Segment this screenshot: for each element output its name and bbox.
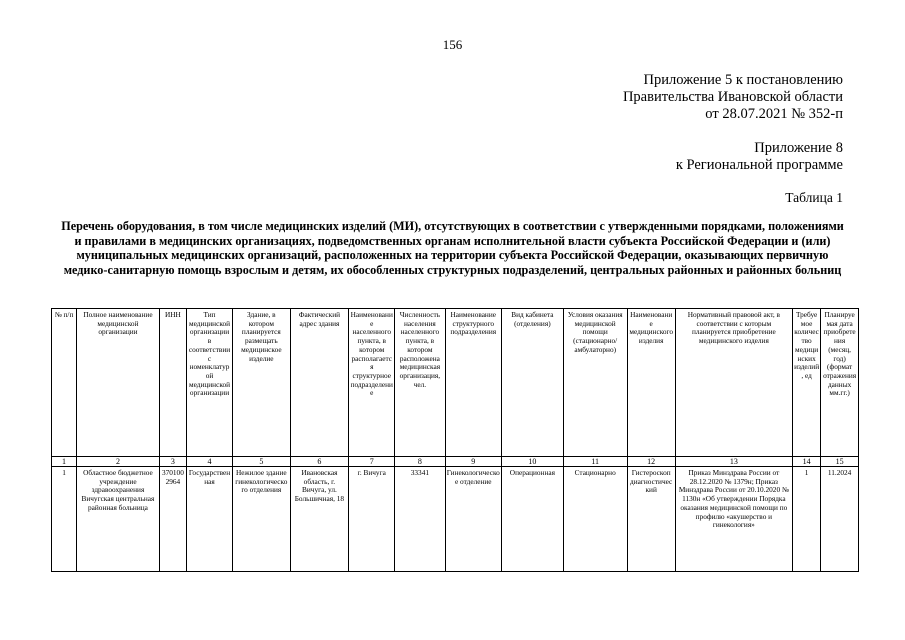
column-number: 7 (349, 457, 395, 467)
quantity-cell: 1 (792, 467, 820, 572)
document-title: Перечень оборудования, в том числе медицинских изделий (МИ), отсутствующих в соответствии с утвержденными порядками, положениями и правилами в медицинских организациях, подведомственных органам исполнительной власти субъекта Российской Федерации и (или) муниципальных медицинских организаций, расположенных на территории субъекта Российской Федерации, оказывающих первичную медико-санитарную помощь взрослым и детям, их обособленных структурных подразделений, центральных районных и районных больниц (61, 219, 844, 277)
appendix-5-line-1: Приложение 5 к постановлению (643, 72, 843, 88)
settlement-cell: г. Вичуга (349, 467, 395, 572)
room-type-cell: Операционная (502, 467, 564, 572)
purchase-date-cell: 11.2024 (821, 467, 859, 572)
column-number: 1 (52, 457, 77, 467)
column-header: Полное наименование медицинской организации (77, 309, 160, 457)
column-number: 3 (159, 457, 186, 467)
appendix-8-heading (676, 140, 843, 174)
address-cell: Ивановская область, г. Вичуга, ул. Большичная, 18 (290, 467, 349, 572)
column-number: 11 (563, 457, 627, 467)
column-number: 14 (792, 457, 820, 467)
column-header: Условия оказания медицинской помощи (стационарно/амбулаторно) (563, 309, 627, 457)
column-header: Требуемое количество медицинских изделий, ед (792, 309, 820, 457)
column-header: Тип медицинской организации в соответствии с номенклатурой медицинской организации (187, 309, 233, 457)
column-header: № п/п (52, 309, 77, 457)
appendix-5-heading (623, 72, 843, 123)
row-number-cell: 1 (52, 467, 77, 572)
column-header: ИНН (159, 309, 186, 457)
population-cell: 33341 (395, 467, 445, 572)
column-header: Здание, в котором планируется размещать медицинское изделие (233, 309, 291, 457)
column-header: Фактический адрес здания (290, 309, 349, 457)
organization-name-cell: Областное бюджетное учреждение здравоохранения Вичугская центральная районная больница (77, 467, 160, 572)
column-number-row (52, 457, 859, 467)
regulatory-act-cell: Приказ Минздрава России от 28.12.2020 № 1379н; Приказ Минздрава России от 20.10.2020 № 1130н «Об утверждении Порядка оказания медицинской помощи по профилю «акушерство и гинекология» (675, 467, 792, 572)
page-number: 156 (442, 37, 463, 52)
appendix-8-line-2: к Региональной программе (675, 157, 843, 173)
appendix-8-line-1: Приложение 8 (754, 140, 843, 156)
column-number: 10 (502, 457, 564, 467)
building-cell: Нежилое здание гинекологического отделения (233, 467, 291, 572)
column-number: 9 (445, 457, 502, 467)
column-number: 13 (675, 457, 792, 467)
column-number: 2 (77, 457, 160, 467)
column-number: 6 (290, 457, 349, 467)
equipment-table (51, 308, 859, 572)
table-row (52, 467, 859, 572)
column-number: 4 (187, 457, 233, 467)
table-number: Таблица 1 (785, 190, 843, 205)
column-header: Наименование медицинского изделия (627, 309, 675, 457)
column-number: 8 (395, 457, 445, 467)
column-header: Планируемая дата приобретения (месяц, год) (формат отражения данных мм.гг.) (821, 309, 859, 457)
column-number: 5 (233, 457, 291, 467)
column-header: Нормативный правовой акт, в соответствии с которым планируется приобретение медицинского изделия (675, 309, 792, 457)
subdivision-cell: Гинекологическое отделение (445, 467, 502, 572)
column-header: Вид кабинета (отделения) (502, 309, 564, 457)
appendix-5-line-3: от 28.07.2021 № 352-п (705, 106, 843, 122)
column-number: 15 (821, 457, 859, 467)
column-header: Наименование населенного пункта, в котором располагается структурное подразделение (349, 309, 395, 457)
organization-type-cell: Государственная (187, 467, 233, 572)
table-header-row (52, 309, 859, 457)
inn-cell: 3701002964 (159, 467, 186, 572)
column-number: 12 (627, 457, 675, 467)
column-header: Численность населения населенного пункта, в котором расположена медицинская организация, чел. (395, 309, 445, 457)
device-name-cell: Гистероскоп диагностический (627, 467, 675, 572)
column-header: Наименование структурного подразделения (445, 309, 502, 457)
appendix-5-line-2: Правительства Ивановской области (622, 89, 843, 105)
care-conditions-cell: Стационарно (563, 467, 627, 572)
